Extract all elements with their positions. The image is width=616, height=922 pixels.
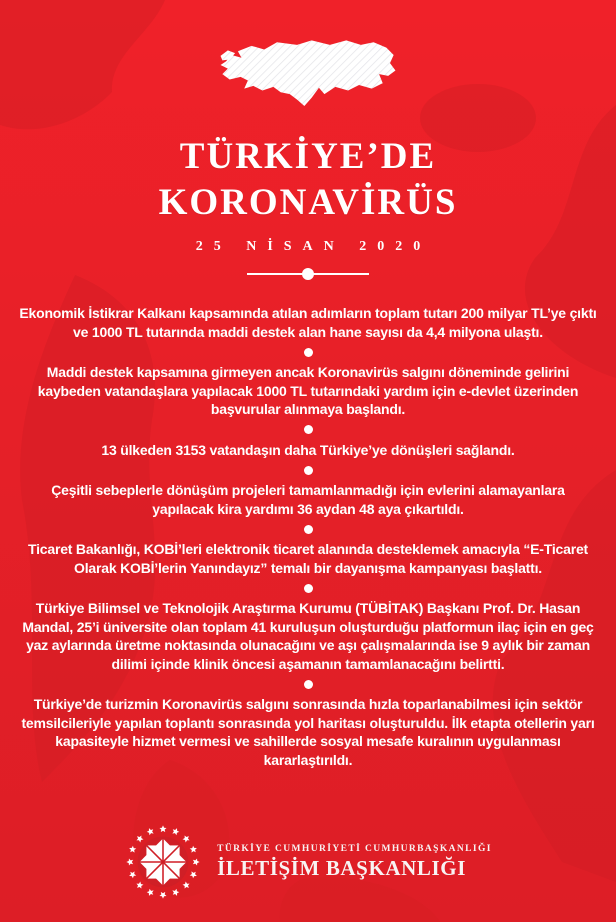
- info-list: [19, 304, 597, 769]
- dot-separator-icon: [304, 425, 313, 434]
- poster-title: [159, 134, 458, 226]
- dot-separator-icon: [304, 525, 313, 534]
- dot-separator-icon: [304, 466, 313, 475]
- dot-separator-icon: [304, 348, 313, 357]
- info-paragraph-5: Ticaret Bakanlığı, KOBİ’leri elektronik ticaret alanında desteklemek amacıyla “E-Ticaret Olarak KOBİ’lerin Yanındayız” temalı bir dayanışma kampanyası başlattı.: [27, 541, 589, 576]
- poster-title-line2: KORONAVİRÜS: [158, 182, 458, 223]
- footer-wordmark: [217, 844, 492, 881]
- info-paragraph-7: Türkiye’de turizmin Koronavirüs salgını sonrasında hızla toparlanabilmesi için sektör temsilcileriyle yapılan toplantı sonrasında yol haritası oluşturuldu. İlk etapta otellerin yarı kapasiteyle hizmet vermesi ve sahillerde sosyal mesafe kuralının uygulanması kararlaştırıldı.: [21, 696, 595, 768]
- poster-date: 25 NİSAN 2020: [195, 239, 432, 254]
- footer: [0, 822, 616, 902]
- footer-org-small: TÜRKİYE CUMHURİYETİ CUMHURBAŞKANLIĞI: [217, 843, 492, 854]
- date-divider: [247, 268, 369, 280]
- divider-dot-icon: [302, 268, 314, 280]
- info-paragraph-6: Türkiye Bilimsel ve Teknolojik Araştırma Kurumu (TÜBİTAK) Başkanı Prof. Dr. Hasan Mandal, 25’i üniversite olan toplam 41 kuruluşun oluşturduğu platformun ilaç için en geç yaz aylarında üretme noktasında olunacağını ve aşı çalışmalarında ise 9 aylık bir zaman dilimi içinde klinik öncesi aşamanın tamamlanacağını belirtti.: [22, 600, 594, 672]
- presidency-emblem-icon: [124, 822, 202, 902]
- info-paragraph-2: Maddi destek kapsamına girmeyen ancak Koronavirüs salgını döneminde gelirini kaybeden vatandaşlara yapılacak 1000 TL tutarındaki yardım için e-devlet üzerinden başvurular alınmaya başlandı.: [37, 364, 579, 417]
- info-paragraph-4: Çeşitli sebeplerle dönüşüm projeleri tamamlanmadığı için evlerini alamayanlara yapılacak kira yardımı 36 aydan 48 aya çıkartıldı.: [51, 482, 565, 517]
- dot-separator-icon: [304, 680, 313, 689]
- poster-title-line1: TÜRKİYE’DE: [179, 136, 437, 177]
- turkey-map-icon: [213, 34, 403, 116]
- dot-separator-icon: [304, 584, 313, 593]
- footer-org-large: İLETİŞİM BAŞKANLIĞI: [217, 855, 467, 880]
- info-paragraph-3: 13 ülkeden 3153 vatandaşın daha Türkiye’ye dönüşleri sağlandı.: [101, 441, 515, 458]
- info-paragraph-1: Ekonomik İstikrar Kalkanı kapsamında atılan adımların toplam tutarı 200 milyar TL’ye çıktı ve 1000 TL tutarında maddi destek alan hane sayısı da 4,4 milyona ulaştı.: [19, 305, 597, 340]
